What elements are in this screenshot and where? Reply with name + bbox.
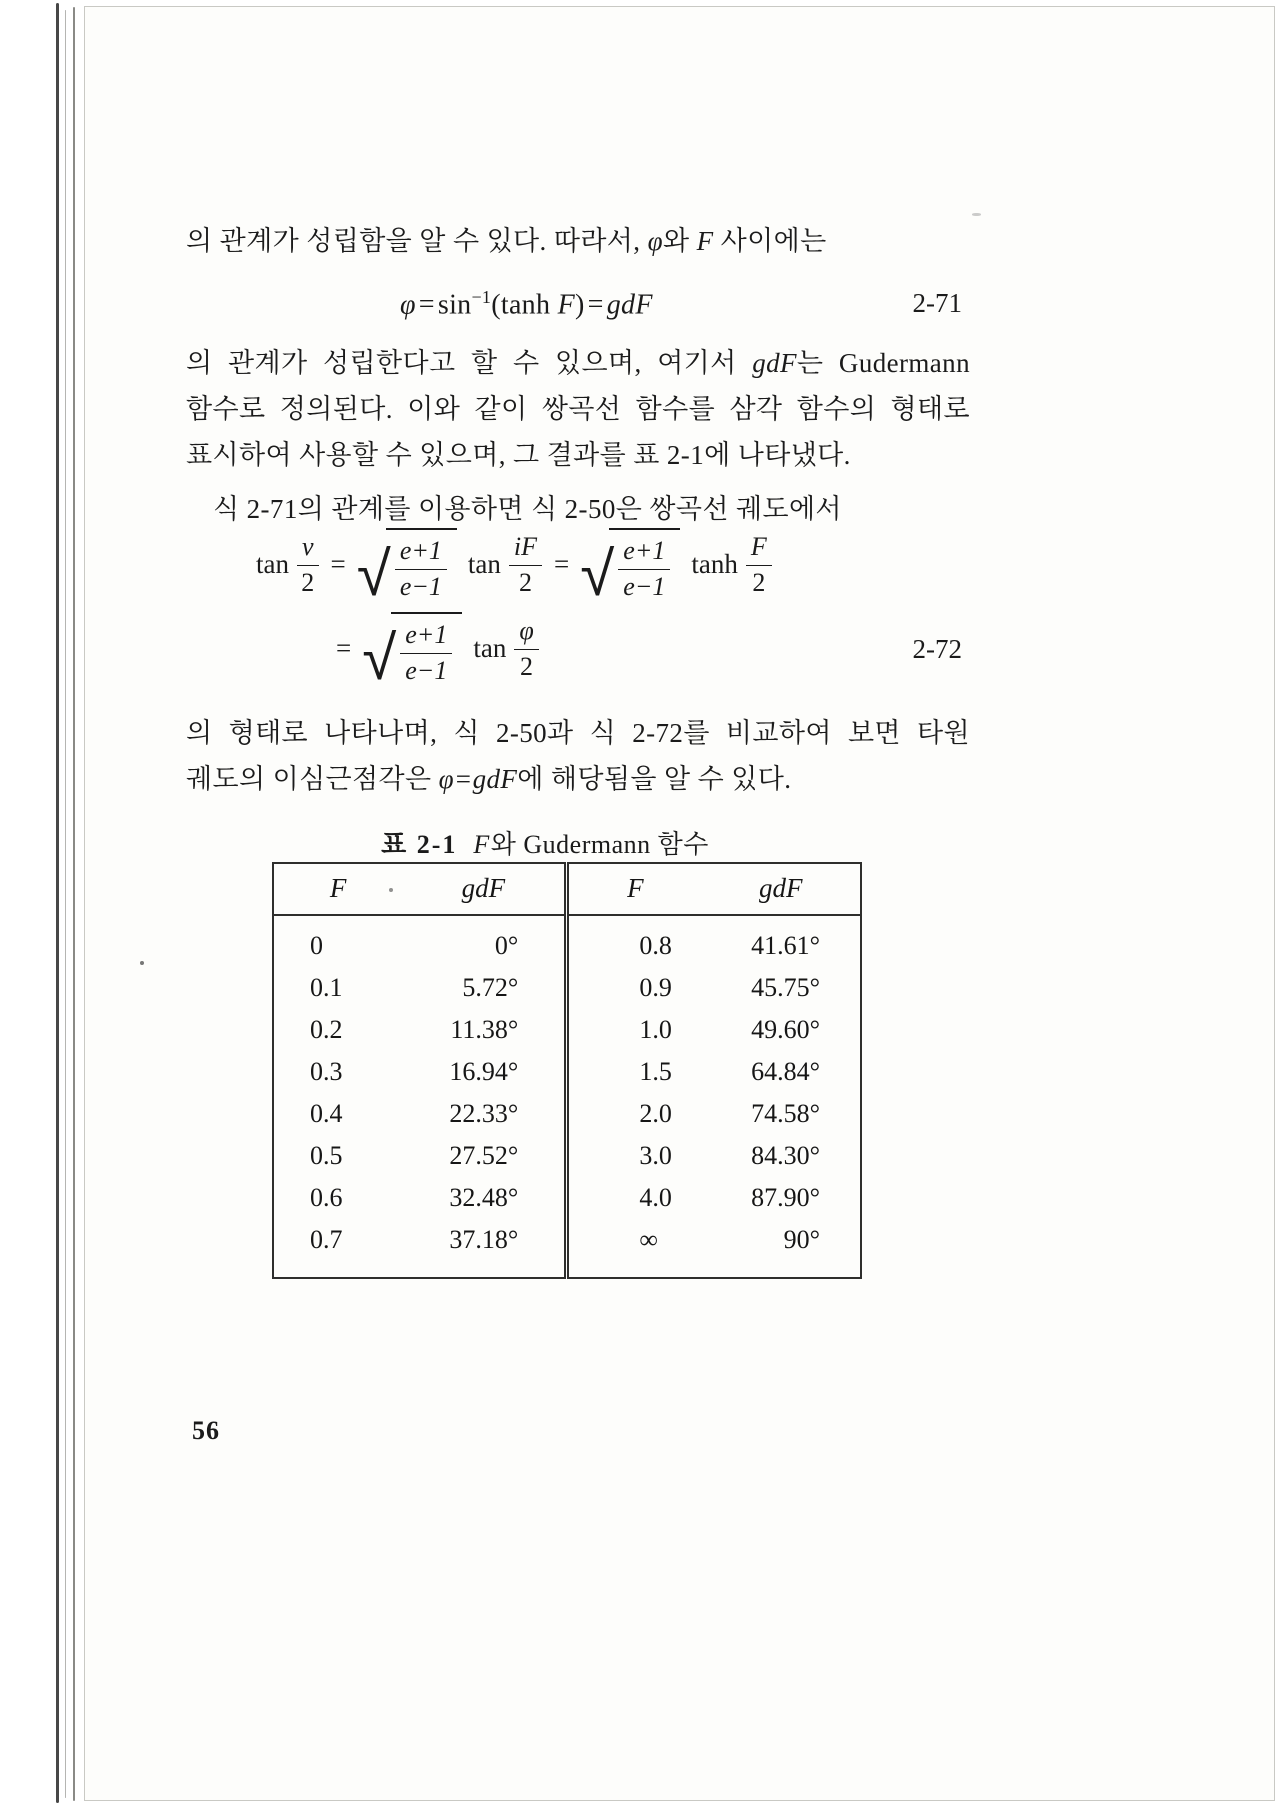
table-caption-F: F [473,830,490,859]
table-cell: 64.84° [751,1057,820,1086]
eq72-equals: = [554,549,570,580]
fraction-e-plus-1-over-e-minus-1 [400,620,452,686]
fraction-numerator: e+1 [395,536,447,570]
eq72-equals: = [336,633,352,664]
fraction-e-plus-1-over-e-minus-1 [395,536,447,602]
fraction-e-plus-1-over-e-minus-1 [618,536,670,602]
eq71-gdF: gdF [606,289,653,321]
square-root [356,528,457,610]
eq72-tan: tan [256,549,289,580]
radical-sign-icon: √ [580,536,615,610]
fraction-denominator: 2 [520,651,534,681]
eq71-F: F [557,289,575,321]
page-number: 56 [192,1416,220,1445]
gudermann-table [272,862,862,1279]
paragraph-1-text: 와 [662,226,697,256]
table-cell: 90° [783,1225,820,1254]
table-row [273,1219,861,1278]
table-row [273,1009,861,1051]
radical-sign-icon: √ [362,620,397,694]
eq71-superscript: −1 [471,286,492,307]
fraction-denominator: 2 [518,567,532,597]
equation-2-71 [400,287,653,321]
fraction-F-over-2 [746,532,772,598]
table-cell: 3.0 [567,1135,702,1177]
fraction-nu-over-2 [297,532,319,598]
table-cell: 0.7 [310,1225,343,1254]
table-header-F-left: F [273,863,402,915]
equation-2-71-row [186,278,970,330]
table-header-gdF-right: gdF [702,863,862,915]
table-row [273,915,861,967]
square-root [580,528,680,610]
equation-2-72 [186,528,970,723]
paragraph-4-text: 에 해당됨을 알 수 있다. [517,764,792,794]
paragraph-1-text: 사이에는 [713,226,827,256]
eq72-tan: tan [473,633,507,664]
eq71-open-paren: ( [491,289,501,321]
table-cell: 41.61° [751,931,820,960]
table-cell: 0.4 [310,1099,343,1128]
table-header-F-right: F [567,863,702,915]
eq72-tanh: tanh [691,549,738,580]
eq71-equals: = [418,289,435,321]
table-row [273,967,861,1009]
table-cell: 1.0 [567,1009,702,1051]
paragraph-3 [186,486,970,532]
fraction-iF-over-2 [509,532,542,598]
eq71-close-paren: ) [575,289,585,321]
eq72-equals: = [330,549,346,580]
table-cell: 2.0 [567,1093,702,1135]
paragraph-4-text: 의 형태로 나타나며, 식 2-50과 식 2-72를 비교하여 보면 타원 궤도의 이심근점각은 [186,718,970,794]
table-cell: 84.30° [751,1141,820,1170]
equation-number-2-72: 2-72 [912,634,962,664]
radicand [386,528,457,602]
paragraph-2 [186,340,970,482]
fraction-denominator: e−1 [405,655,448,685]
table-cell: 5.72° [462,973,519,1002]
fraction-numerator: φ [514,616,538,650]
table-cell: 11.38° [450,1015,519,1044]
eq72-line-1 [256,528,970,610]
table-cell: 22.33° [449,1099,519,1128]
paragraph-1 [186,218,970,264]
table-cell: 27.52° [449,1141,519,1170]
gdF-symbol: gdF [752,348,797,378]
radicand [609,528,680,602]
square-root [362,612,462,694]
table-cell: 0.9 [567,967,702,1009]
table-header-row [273,863,861,915]
fraction-denominator: e−1 [623,571,666,601]
table-row [273,1177,861,1219]
table-row [273,1051,861,1093]
table-cell: ∞ [567,1219,702,1278]
fraction-phi-over-2 [514,616,538,682]
phi-symbol: φ [647,226,663,256]
table-cell: 0 [310,931,323,960]
table-cell: 87.90° [751,1183,820,1212]
table-cell: 4.0 [567,1177,702,1219]
table-cell: 74.58° [751,1099,820,1128]
eq72-line-2 [336,612,970,694]
eq71-sin: sin [437,289,472,321]
eq71-tanh: tanh [500,289,551,321]
table-caption-text: 와 Gudermann 함수 [490,830,709,859]
paragraph-2-text: 의 관계가 성립한다고 할 수 있으며, 여기서 [186,348,753,378]
table-cell: 45.75° [751,973,820,1002]
paragraph-3-text: 식 2-71의 관계를 이용하면 식 2-50은 쌍곡선 궤도에서 [213,494,842,524]
F-symbol: F [696,226,714,256]
phi-gdF-expression: φ=gdF [438,764,518,794]
fraction-numerator: F [746,532,772,566]
table-cell: 37.18° [449,1225,519,1254]
eq71-phi: φ [400,289,416,321]
table-cell: 0.6 [310,1183,343,1212]
paragraph-4 [186,710,970,810]
paragraph-1-text: 의 관계가 성립함을 알 수 있다. 따라서, [186,226,648,256]
table-cell: 0° [494,931,519,960]
table-cell: 49.60° [751,1015,820,1044]
radicand [391,612,462,686]
table-row [273,1135,861,1177]
table-cell: 0.5 [310,1141,343,1170]
table-cell: 0.2 [310,1015,343,1044]
table-cell: 16.94° [449,1057,519,1086]
table-cell: 0.3 [310,1057,343,1086]
fraction-numerator: ν [297,532,319,566]
fraction-numerator: iF [509,532,542,566]
table-header-gdF-left: gdF [402,863,566,915]
table-caption [250,824,840,861]
table-cell: 0.1 [310,973,343,1002]
fraction-denominator: 2 [301,567,315,597]
fraction-numerator: e+1 [618,536,670,570]
fraction-denominator: 2 [752,567,766,597]
table-row [273,1093,861,1135]
table-cell: 0.8 [567,915,702,967]
equation-number-2-71: 2-71 [912,288,962,318]
fraction-denominator: e−1 [399,571,442,601]
paragraph-2-text: 는 Gudermann 함수로 정의된다. 이와 같이 쌍곡선 함수를 삼각 함수의 형태로 표시하여 사용할 수 있으며, 그 결과를 표 2-1에 나타냈다. [186,348,970,470]
radical-sign-icon: √ [356,536,391,610]
eq72-tan: tan [467,549,501,580]
eq71-equals-2: = [587,289,604,321]
table-cell: 1.5 [567,1051,702,1093]
table-caption-label: 표 2-1 [381,830,458,859]
table-cell: 32.48° [449,1183,519,1212]
fraction-numerator: e+1 [400,620,452,654]
